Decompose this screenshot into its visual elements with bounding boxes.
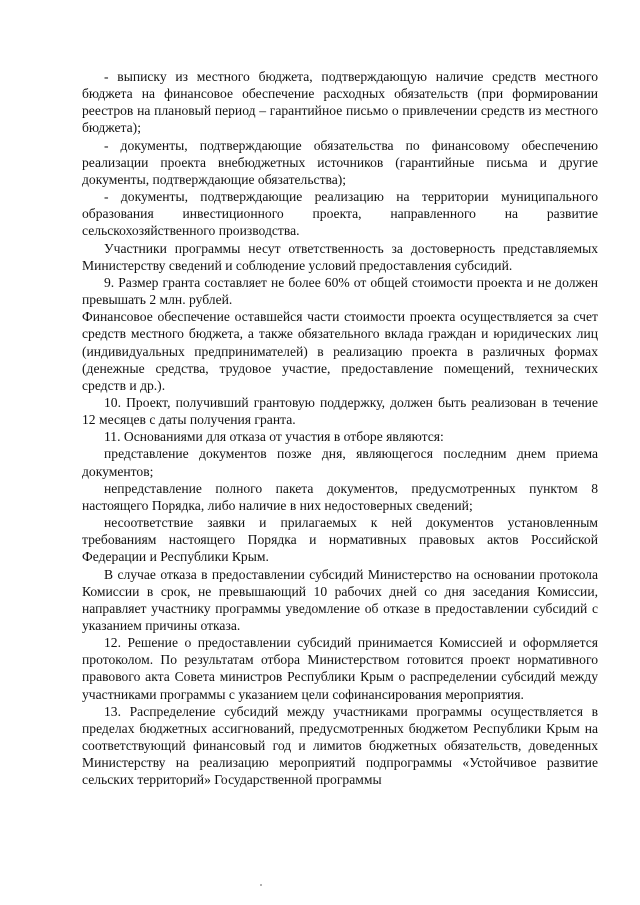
paragraph-incomplete-package: непредставление полного пакета документов, предусмотренных пунктом 8 настоящего Порядка, либо наличие в них недостоверных сведений;: [82, 480, 598, 513]
paragraph-12-decision: 12. Решение о предоставлении субсидий принимается Комиссией и оформляется протоколом. По результатам отбора Министерством готовится проект нормативного правового акта Совета министров Республики Крым о распределении субсидий между участниками программы с указанием цели софинансирования мероприятия.: [82, 635, 598, 702]
paragraph-nonconformity: несоответствие заявки и прилагаемых к ней документов установленным требованиям настоящего Порядка и нормативных правовых актов Российской Федерации и Республики Крым.: [82, 515, 598, 565]
paragraph-remaining-financing: Финансовое обеспечение оставшейся части стоимости проекта осуществляется за счет средств местного бюджета, а также обязательного вклада граждан и юридических лиц (индивидуальных предпринимателей) в реализацию проекта в различных формах (денежные средства, трудовое участие, предоставление помещений, технических средств и др.).: [82, 309, 598, 393]
paragraph-investment-project-documents: - документы, подтверждающие реализацию на территории муниципального образования инвестиционного проекта, направленного на развитие сельскохозяйственного производства.: [82, 189, 598, 239]
scan-speck: [260, 884, 262, 886]
paragraph-11-refusal-grounds: 11. Основаниями для отказа от участия в отборе являются:: [104, 429, 444, 445]
paragraph-budget-extract: - выписку из местного бюджета, подтверждающую наличие средств местного бюджета на финансовое обеспечение расходных обязательств (при формировании реестров на плановый период – гарантийное письмо о привлечении средств из местного бюджета);: [82, 69, 598, 136]
paragraph-9-grant-size: 9. Размер гранта составляет не более 60% от общей стоимости проекта и не должен превышать 2 млн. рублей.: [82, 274, 598, 308]
paragraph-refusal-notification: В случае отказа в предоставлении субсидий Министерство на основании протокола Комиссии в срок, не превышающий 10 рабочих дней со дня заседания Комиссии, направляет участнику программы уведомление об отказе в предоставлении субсидий с указанием причины отказа.: [82, 566, 598, 633]
paragraph-13-distribution: 13. Распределение субсидий между участниками программы осуществляется в пределах бюджетных ассигнований, предусмотренных бюджетом Республики Крым на соответствующий финансовый год и лимитов бюджетных обязательств, доведенных Министерству на реализацию мероприятий подпрограммы «Устойчивое развитие сельских территорий» Государственной программы: [82, 703, 598, 788]
paragraph-extrabudgetary-documents: - документы, подтверждающие обязательства по финансовому обеспечению реализации проекта внебюджетных источников (гарантийные письма и другие документы, подтверждающие обязательства);: [82, 137, 598, 187]
paragraph-participants-responsibility: Участники программы несут ответственность за достоверность представляемых Министерству сведений и соблюдение условий предоставления субсидий.: [82, 240, 598, 273]
document-page: [82, 68, 598, 789]
paragraph-late-submission: представление документов позже дня, являющегося последним днем приема документов;: [82, 446, 598, 479]
paragraph-10-project-term: 10. Проект, получивший грантовую поддержку, должен быть реализован в течение 12 месяцев с даты получения гранта.: [82, 394, 598, 428]
